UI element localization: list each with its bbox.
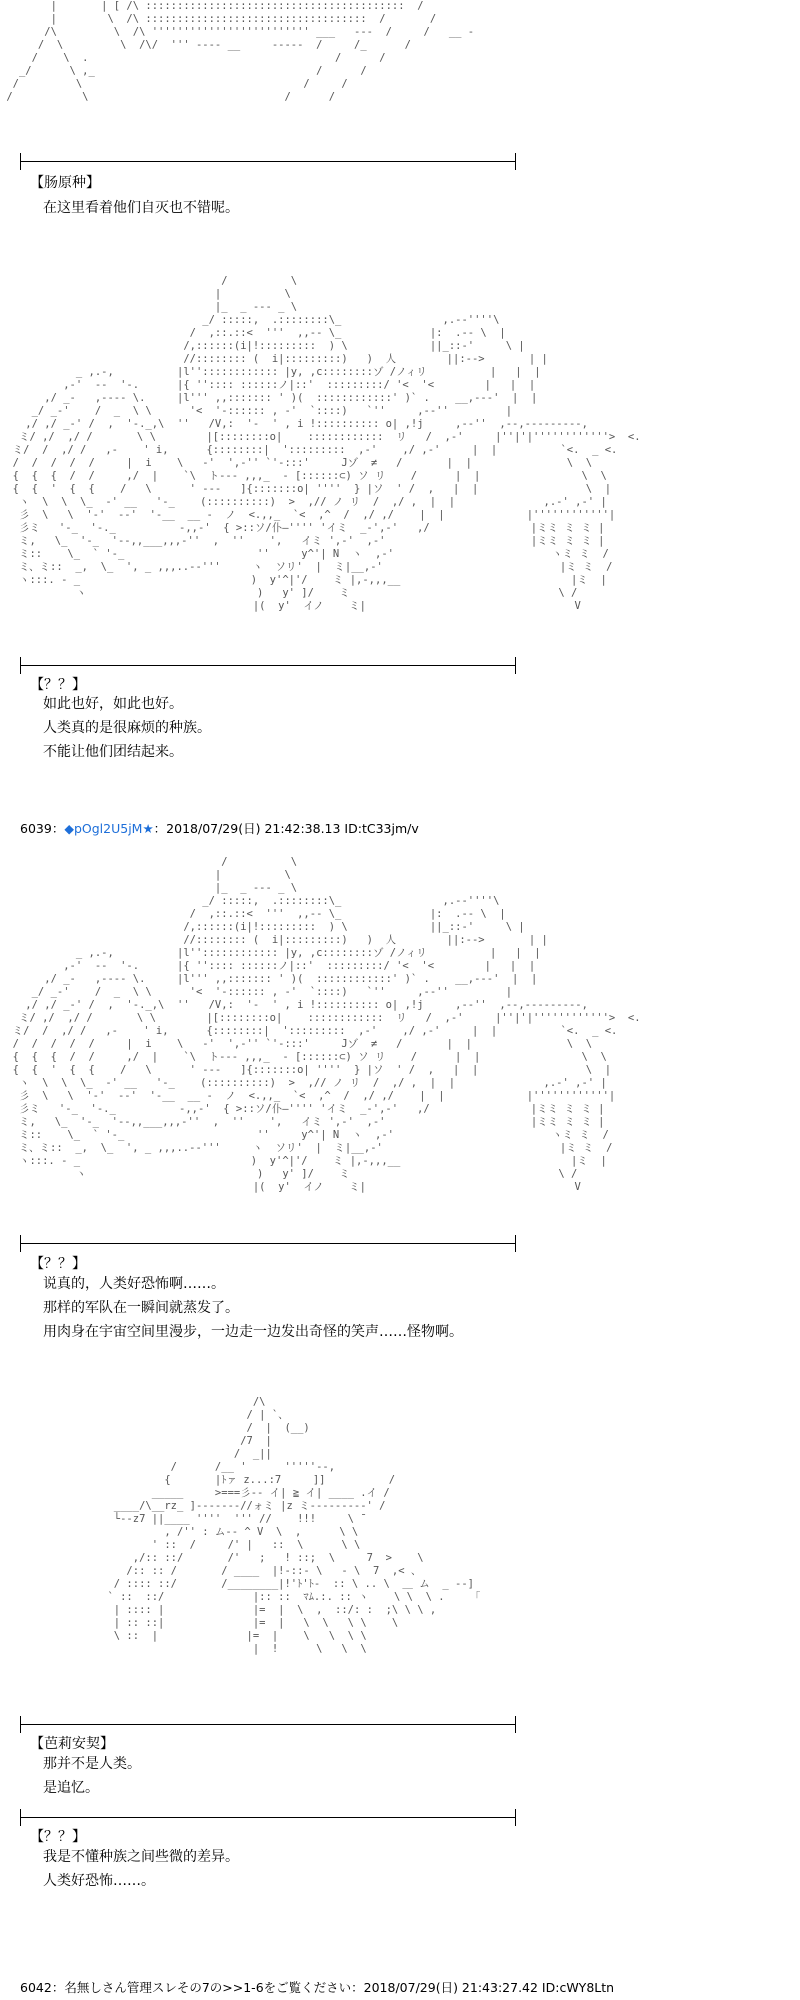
dialogue-line: 用肉身在宇宙空间里漫步，一边走一边发出奇怪的笑声……怪物啊。	[43, 1324, 463, 1340]
post-meta: ：2018/07/29(日) 21:42:38.13 ID:tC33jm/v	[153, 821, 419, 836]
post-number[interactable]: 6039	[20, 821, 52, 836]
dialogue-line: 说真的，人类好恐怖啊……。	[43, 1276, 225, 1292]
ascii-art-creature-2: / \ | \ |_ _ --- _ \ _/ :::::, .::::::::\_ ,.--''''\ / ,::.::< ''' ,,-- \_ |: .-- \ | /,::::::(i|!::::::::: ) \ ||_::-' \ | //:::::::: ( i|:::::::::) ) 人 ||:--> | | _ ,.-, |l'':::::::::::: |y, ,c::::::::ゾ /ノィリ | | | ,-' -- '-. |{ '':::: ::::::ノ|::' :::::::::/ '< '< | | | ,/ _- ,---- \. |l''' ,,::::::: ' )( ::::::::::::' )` . __,---' | | _/ _-' / _ \ \ '< '-:::::: , -' `::::) `'' ,--'' | ,/ ,/ _-' / , '-._,\ '' /V,: '- ' , i !:::::::::: o| ,!j ,--'' ,--,---------, ミ/ ,/ ,/ / \ \ |[::::::::o| :::::::::::: リ / ,-' |''|'|''''''''''''> <. ミ/ / ,/ / ,- ' i, {::::::::| '::::::::: ,-' ,/ ,-' | | `<. _ <. / / / / / | i \ -' ',-'' `'-:::' Jゾ ≠ / | | \ \ { { { / / ,/ | `\ ト--- ,,,_ ‐ [::::::⊂) ソ リ / | | \ \ { { ' { { / \ ' --- ]{:::::::o| '''' } |ソ ' / , | | \ | ヽ \ \ \_ -' __ '-_ (::::::::::) > ,// ノ リ / ,/ , | | ,.-' ,-' | 彡 \ \ '-' --' '-__ __ - ノ <.,,_ `< ,^ / ,/ ,/ | | |''''''''''''| 彡ミ '-_ '-._ -,,-' { >::ソ/仆―'''' 'イミ _-',-' ,/ |ミミ ミ ミ | ミ, \_ '-_ '--,,___,,,-'' , '' ', イミ ',-' ,-' |ミミ ミ ミ | ミ:: \_ ` '-_ '' y^'| N ヽ ,-' ヽミ ミ / ミ、ミ:: _, \_ ', _ ,,,..--''' ヽ ソリ' | ミ|__,-' |ミ ミ / ヽ:::. - _ ) y'^|'/ ミ |,-,,,__ |ミ | ヽ ) y' ]/ ミ \ / |( y' イノ ミ| V	[12, 856, 641, 1193]
dialogue-text	[43, 196, 239, 220]
ascii-art-top: | | [ /\ ::::::::::::::::::::::::::::::::::::::::: / | \ /\ ::::::::::::::::::::::::::::::::::: / / /\ \ /\ ''''''''''''''''''''''''' ___ --- / / __ - / \ \ /\/ ''' ---- __ ----- / /_ / / \ . / / _/ \ ,_ / / / \ / / / \ / /	[6, 0, 475, 103]
dialogue-line: 是追忆。	[43, 1780, 99, 1796]
dialogue-text	[43, 1845, 239, 1893]
dialogue-line: 如此也好，如此也好。	[43, 696, 183, 712]
dialogue-line: 那样的军队在一瞬间就蒸发了。	[43, 1300, 239, 1316]
post-separator: ：	[51, 821, 65, 836]
dialogue-line: 我是不懂种族之间些微的差异。	[43, 1849, 239, 1865]
star-icon: ★	[142, 821, 154, 836]
poster-trip: pOgl2U5jM	[73, 821, 143, 836]
post-separator: ：	[51, 1980, 65, 1995]
divider-line	[20, 161, 516, 162]
dialogue-line: 那并不是人类。	[43, 1756, 141, 1772]
divider-line	[20, 1724, 516, 1725]
dialogue-line: 人类好恐怖……。	[43, 1873, 155, 1889]
speaker-label: 【？？】	[30, 1829, 86, 1845]
dialogue-line: 不能让他们团结起来。	[43, 744, 183, 760]
post-header	[20, 1980, 614, 1996]
post-header	[20, 821, 419, 837]
dialogue-line: 在这里看着他们自灭也不错呢。	[43, 200, 239, 216]
divider-line	[20, 1817, 516, 1818]
speaker-label: 【？？】	[30, 677, 86, 693]
dialogue-line: 人类真的是很麻烦的种族。	[43, 720, 211, 736]
dialogue-text	[43, 1752, 141, 1800]
post-number[interactable]: 6042	[20, 1980, 52, 1995]
speaker-label: 【肠原种】	[30, 175, 100, 191]
trip-diamond-icon: ◆	[64, 821, 74, 836]
divider-line	[20, 665, 516, 666]
dialogue-text	[43, 1272, 463, 1344]
ascii-art-creature: / \ | \ |_ _ --- _ \ _/ :::::, .::::::::\_ ,.--''''\ / ,::.::< ''' ,,-- \_ |: .-- \ | /,::::::(i|!::::::::: ) \ ||_::-' \ | //:::::::: ( i|:::::::::) ) 人 ||:--> | | _ ,.-, |l'':::::::::::: |y, ,c::::::::ゾ /ノィリ | | | ,-' -- '-. |{ '':::: ::::::ノ|::' :::::::::/ '< '< | | | ,/ _- ,---- \. |l''' ,,::::::: ' )( ::::::::::::' )` . __,---' | | _/ _-' / _ \ \ '< '-:::::: , -' `::::) `'' ,--'' | ,/ ,/ _-' / , '-._,\ '' /V,: '- ' , i !:::::::::: o| ,!j ,--'' ,--,---------, ミ/ ,/ ,/ / \ \ |[::::::::o| :::::::::::: リ / ,-' |''|'|''''''''''''> <. ミ/ / ,/ / ,- ' i, {::::::::| '::::::::: ,-' ,/ ,-' | | `<. _ <. / / / / / | i \ -' ',-'' `'-:::' Jゾ ≠ / | | \ \ { { { / / ,/ | `\ ト--- ,,,_ ‐ [::::::⊂) ソ リ / | | \ \ { { ' { { / \ ' --- ]{:::::::o| '''' } |ソ ' / , | | \ | ヽ \ \ \_ -' __ '-_ (::::::::::) > ,// ノ リ / ,/ , | | ,.-' ,-' | 彡 \ \ '-' --' '-__ __ - ノ <.,,_ `< ,^ / ,/ ,/ | | |''''''''''''| 彡ミ '-_ '-._ -,,-' { >::ソ/仆―'''' 'イミ _-',-' ,/ |ミミ ミ ミ | ミ, \_ '-_ '--,,___,,,-'' , '' ', イミ ',-' ,-' |ミミ ミ ミ | ミ:: \_ ` '-_ '' y^'| N ヽ ,-' ヽミ ミ / ミ、ミ:: _, \_ ', _ ,,,..--''' ヽ ソリ' | ミ|__,-' |ミ ミ / ヽ:::. - _ ) y'^|'/ ミ |,-,,,__ |ミ | ヽ ) y' ]/ ミ \ / |( y' イノ ミ| V	[12, 275, 641, 612]
dialogue-text	[43, 692, 211, 764]
poster-name: 名無しさん管理スレその7の>>1-6をご覧ください	[64, 1980, 352, 1995]
speaker-label: 【芭莉安契】	[30, 1736, 114, 1752]
ascii-art-figure: /\ / | `、 / | (__) /7 | / _|| / /__ ' '''''--, { |ﾄァ z...:7 ]] / _____ >===彡-- イ| ≧ イ| ____ .イ / ____/\__rz_ ]-------//ォミ |z ミ--------‐' / └--z7 ||____ '''' ''' // !!! \ ̄ , /'' : ム-- ^ V \ , \ \ ' :: / /' | :: \ \ \ ,/:: ::/ /' ; ! ::; \ 7 > \ /:: :: / / ____ |!-::- \ ‐ \ 7 ,< 、 / :::: ::/ /________|!'ﾄ'ﾄ- :: \ .. \ ＿ ム _ --] ` :: ::/ |:: :: ﾏﾑ.:. :: ヽ \ \ \ . 「 | :::: | |= | \ , ::/: : ;\ \ \ , | :: ::| |= | \ \ \ \ \ \ :: | |= | \ \ \ \ | ! \ \ \	[107, 1396, 481, 1655]
divider-line	[20, 1243, 516, 1244]
post-meta: ：2018/07/29(日) 21:43:27.42 ID:cWY8Ltn	[351, 1980, 615, 1995]
speaker-label: 【？？】	[30, 1256, 86, 1272]
